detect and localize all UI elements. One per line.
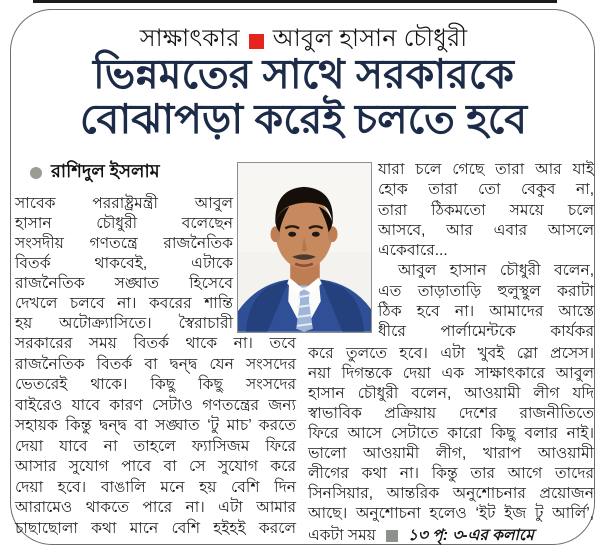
body-text-line: ফিরে আসে সেটাতে কারো কিছু বলার নাই। [308, 425, 594, 442]
body-text-line: লীগের কথা না। কিন্তু তার আগে তাদের [308, 465, 594, 482]
body-text-line: আরামেও থাকতে পারে না। এটা আমার [15, 499, 296, 516]
body-text-line: করে তুলতে হবে। এটা খুবই স্লো প্রসেস। [308, 345, 594, 362]
column-left-top [15, 194, 233, 334]
body-text-line: দেখলে চলবে না। কবরের শান্তি [15, 295, 233, 312]
page-top-rule [33, 0, 557, 3]
portrait-photo [237, 162, 372, 333]
body-text-line: রাজনৈতিক বিতর্ক বা দ্বন্দ্ব যেন সংসদের [15, 355, 296, 373]
body-text-line: আছে। অনুশোচনা হলেও ‘ইট ইজ টু আর্লি’, [308, 505, 594, 522]
body-text-line: আবুল হাসান চৌধুরী বলেন, [398, 262, 594, 280]
column-left-bottom [15, 334, 296, 539]
body-text-line: হাসান চৌধুরী বলেন, আওয়ামী লীগ যদি [308, 385, 594, 402]
body-text-line: একেবারে... [378, 242, 448, 260]
continuation-page-ref: ১৩ পৃ: ৩-এর কলামে [407, 527, 534, 544]
body-text-line: যারা চলে গেছে তারা আর যাই [378, 161, 594, 178]
byline [30, 157, 160, 188]
article-headline [0, 52, 607, 142]
body-text-line: স্বাভাবিক প্রক্রিয়ায় দেশের রাজনীতিতে [308, 405, 594, 422]
body-text-line: দেয়া যাবে না তাহলে ফ্যাসিজম ফিরে [15, 437, 296, 455]
byline-bullet-icon [30, 167, 42, 179]
body-text-line: এত তাড়াতাড়ি হুলুস্থুল করাটা [378, 282, 594, 300]
body-text-line: তারা ঠিকমতো সময়ে চলে [378, 201, 594, 219]
gray-square-icon [386, 530, 398, 542]
body-text-line: বিতর্ক থাকবেই, এটাকে [15, 255, 233, 272]
kicker-label: সাক্ষাৎকার [139, 25, 240, 52]
byline-author: রাশিদুল ইসলাম [51, 161, 160, 181]
body-text-line: ধীরে পার্লামেন্টকে কার্যকর [378, 323, 594, 341]
body-text-line: সংসদীয় গণতন্ত্রে রাজনৈতিক [15, 235, 233, 252]
body-text-line: ভালো আওয়ামী লীগ, খারাপ আওয়ামী [308, 445, 594, 462]
body-text-line: বাইরেও যাবে কারণ সেটাও গণতন্ত্রের জন্য [15, 396, 296, 414]
continuation-prefix: একটা সময় [308, 527, 376, 544]
headline-line-2: বোঝাপড়া করেই চলতে হবে [79, 96, 528, 142]
body-text-line: দেয়া হবে। বাঙালি মনে হয় বেশি দিন [15, 478, 296, 496]
portrait-illustration [238, 163, 371, 332]
body-text-line: ঠিক হবে না। আমাদের আস্তে [378, 303, 594, 321]
body-text-line: আসার সুযোগ পাবে বা সে সুযোগ করে [15, 458, 296, 475]
body-text-line: নয়া দিগন্তকে দেয়া এক সাক্ষাৎকারে আবুল [308, 365, 594, 382]
body-text-line: চাছাছোলা কথা মানে বেশি হইহই করলে [15, 519, 296, 537]
body-text-line: সহায়ক কিন্তু দ্বন্দ্ব বা সঙ্ঘাত ‘টু মাচ’ করতে [15, 417, 296, 434]
column-right-bottom [308, 344, 594, 524]
red-square-icon [249, 34, 264, 49]
body-text-line: সরকারের সময় বিতর্ক থাকে না। তবে [15, 335, 296, 352]
body-text-line: ভেতরেই থাকে। কিছু কিছু সংসদের [15, 376, 296, 393]
body-text-line: আসবে, আর এবার আসলে [378, 221, 594, 239]
body-text-line: হোক তারা তো বেকুব না, [378, 181, 594, 199]
column-right-top [378, 160, 594, 343]
body-text-line: সাবেক পররাষ্ট্রমন্ত্রী আবুল [15, 195, 233, 212]
body-text-line: হাসান চৌধুরী বলেছেন [15, 215, 233, 232]
body-text-line: সিনসিয়ার, আন্তরিক অনুশোচনার প্রয়োজন [308, 485, 594, 502]
body-text-line: রাজনৈতিক সঙ্ঘাত হিসেবে [15, 275, 233, 292]
body-text-line: হয় অটোক্র্যাসিতে। স্বৈরাচারী [15, 315, 233, 332]
continuation-line [308, 525, 594, 547]
headline-line-1: ভিন্নমতের সাথে সরকারকে [93, 51, 514, 97]
kicker-person-name: আবুল হাসান চৌধুরী [272, 25, 468, 52]
